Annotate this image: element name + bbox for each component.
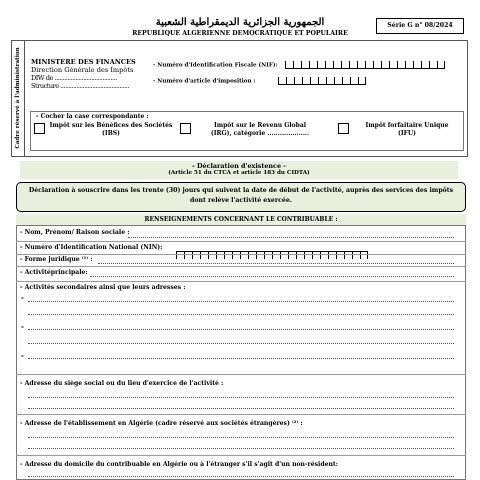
nin-cells[interactable] [176,244,368,252]
secondaires-line[interactable] [28,314,454,315]
declaration-title: - Déclaration d'existence - [192,162,286,170]
siege-line[interactable] [28,397,454,398]
admin-side-label: Cadre réservé à l'administration [11,40,25,157]
article-row [153,77,366,85]
domicile-line[interactable] [28,476,454,477]
etablissement-line[interactable] [28,437,454,438]
forme-label: - Forme juridique ⁽¹⁾ : [20,256,93,263]
nom-label: - Nom, Prénom/ Raison sociale : [20,229,130,236]
taxpayer-info-header: RENSEIGNEMENTS CONCERNANT LE CONTRIBUABLE : [16,214,466,226]
ministry-name: MINISTERE DES FINANCES [31,58,136,66]
secondaires-line[interactable] [28,358,454,359]
secondaires-label: - Activités secondaires ainsi que leurs adresses : [20,284,186,291]
nif-label: - Numéro d'Identification Fiscale (NIF): [153,62,278,69]
ministry-block [31,58,136,90]
header-title-french: REPUBLIQUE ALGERIENNE DEMOCRATIQUE ET POPULAIRE [132,30,348,37]
siege-line[interactable] [28,408,454,409]
diw-field[interactable]: DIW de ....................................... [31,74,117,82]
secondaires-line[interactable] [28,343,454,344]
article-cells[interactable] [278,77,366,85]
checkbox-irg[interactable] [180,123,191,134]
row-separator [16,254,466,255]
declaration-subtitle: (Article 51 du CTCA et article 183 du CIDTA) [168,170,310,176]
list-dash: - [21,322,24,331]
list-dash: - [21,293,24,302]
etablissement-label: - Adresse de l'établissement en Algérie (cadre réservé aux sociétés étrangères) ⁽²⁾ : [20,420,303,427]
nom-input[interactable] [128,237,454,238]
row-separator [16,266,466,267]
declaration-notice: Déclaration à souscrire dans les trente (30) jours qui suivent la date de début de l'activité, auprès des services des impôts dont relève l'activité exercée. [16,182,466,212]
option-ifu: Impôt forfaitaire Unique (IFU) [365,122,449,137]
nif-row [153,61,445,69]
forme-input[interactable] [98,263,454,264]
row-separator [16,455,466,456]
activite-input[interactable] [90,276,454,277]
secondaires-line[interactable] [28,329,454,330]
serie-badge: Série G n° 08/2024 [376,18,464,34]
domicile-label: - Adresse du domicile du contribuable en Algérie ou à l'étranger s'il s'agit d'un non-résident: [20,461,338,468]
tax-type-title: - Cocher la case correspondante : [36,113,149,120]
secondaires-line[interactable] [28,301,454,302]
article-label: - Numéro d'article d'imposition : [153,78,256,85]
nif-cells[interactable] [285,61,445,69]
activite-label: - Activitéprincipale: [20,269,88,276]
direction-name: Direction Générale des Impôts [31,66,134,74]
checkbox-ibs[interactable] [34,123,45,134]
checkbox-ifu[interactable] [338,123,349,134]
nin-label: - Numéro d'Identification National (NIN): [20,244,163,251]
option-ibs: Impôt sur les Bénéfices des Sociétés (IBS) [49,122,173,137]
row-separator [16,241,466,242]
list-dash: - [21,351,24,360]
header-title-arabic: الجمهورية الجزائرية الديمقراطية الشعبية [155,17,325,28]
option-irg: Impôt sur le Revenu Global (IRG), catégorie .................... [210,122,310,137]
siege-label: - Adresse du siège social ou du lieu d'exercice de l'activité : [20,380,224,387]
row-separator [16,281,466,282]
row-separator [16,414,466,415]
row-separator [16,374,466,375]
etablissement-line[interactable] [28,448,454,449]
structure-field[interactable]: Structure ........................................... [31,82,129,90]
